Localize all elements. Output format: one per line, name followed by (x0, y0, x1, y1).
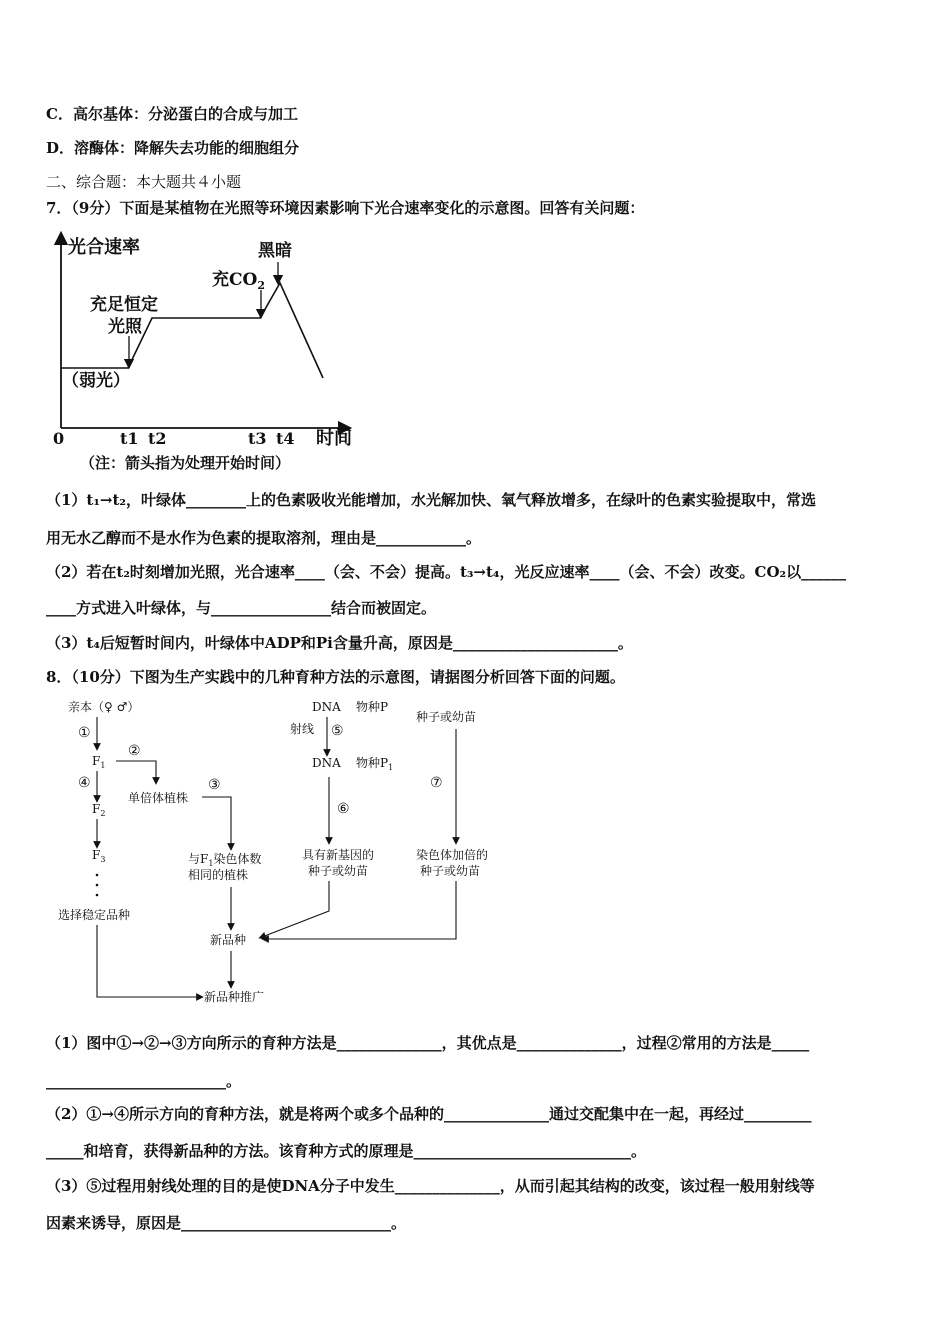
double-line1: 染色体加倍的 (416, 848, 489, 862)
co2-label: 充$CO_2$ (212, 270, 265, 292)
origin-label: 0 (53, 429, 65, 448)
circle-2: ② (128, 743, 141, 759)
q8-part2-a: （2）①→④所示方向的育种方法，就是将两个或多个品种的______________通过交配集中在一起，再经过_________ (46, 1105, 812, 1123)
select-label: 选择稳定品种 (58, 908, 131, 922)
circle-3: ③ (208, 777, 221, 793)
tick-t4: t4 (276, 429, 295, 448)
new-gene-line1: 具有新基因的 (302, 848, 375, 862)
haploid-label: 单倍体植株 (128, 791, 189, 805)
species-p-label: 物种P (356, 700, 389, 714)
option-c: C．高尔基体：分泌蛋白的合成与加工 (46, 105, 298, 123)
dna-label-1: DNA (312, 700, 341, 714)
weak-light-label: （弱光） (62, 371, 130, 391)
f1-label: $F_1$ (92, 754, 106, 770)
q8-part3-b: 因素来诱导，原因是____________________________。 (46, 1214, 407, 1232)
dna-label-2: DNA (312, 756, 341, 770)
radiation-label: 射线 (290, 722, 315, 736)
q8-part1-a: （1）图中①→②→③方向所示的育种方法是______________，其优点是______________，过程②常用的方法是_____ (46, 1034, 810, 1052)
q7-photosynthesis-chart (40, 228, 380, 478)
f3-label: $F_3$ (92, 848, 106, 864)
seed-label: 种子或幼苗 (416, 710, 477, 724)
promotion-label: 新品种推广 (204, 990, 265, 1004)
light-label-1: 充足恒定 (90, 295, 158, 315)
q8-stem: 8．（10分）下图为生产实践中的几种育种方法的示意图，请据图分析回答下面的问题。 (46, 668, 625, 686)
tick-t1: t1 (120, 429, 139, 448)
same-chrom-line1: 与$F_1$染色体数 (188, 852, 262, 868)
species-p1-label: 物种$P_1$ (356, 756, 394, 772)
q7-part1-a: （1）t₁→t₂，叶绿体________上的色素吸收光能增加，水光解加快、氧气释放增多，在绿叶的色素实验提取中，常选 (46, 491, 817, 509)
new-gene-line2: 种子或幼苗 (308, 864, 369, 878)
q7-stem: 7．（9分）下面是某植物在光照等环境因素影响下光合速率变化的示意图。回答有关问题： (46, 199, 645, 217)
q8-breeding-diagram (50, 695, 520, 1015)
circle-4: ④ (78, 775, 91, 791)
same-chrom-line2: 相同的植株 (188, 868, 249, 882)
circle-7: ⑦ (430, 775, 443, 791)
circle-6: ⑥ (337, 801, 350, 817)
x-axis-label: 时间 (316, 428, 352, 449)
light-label-2: 光照 (108, 317, 142, 337)
f2-label: $F_2$ (92, 802, 106, 818)
q8-part2-b: _____和培育，获得新品种的方法。该育种方式的原理是_____________________________。 (46, 1142, 647, 1160)
circle-5: ⑤ (331, 723, 344, 739)
tick-t3: t3 (248, 429, 267, 448)
q7-part2-a: （2）若在t₂时刻增加光照，光合速率____（会、不会）提高。t₃→t₄，光反应速率____（会、不会）改变。CO₂以______ (46, 563, 847, 581)
dark-label: 黑暗 (258, 241, 292, 261)
q7-part1-b: 用无水乙醇而不是水作为色素的提取溶剂，理由是____________。 (46, 529, 482, 547)
circle-1: ① (78, 725, 91, 741)
chart-note: （注：箭头指为处理开始时间） (80, 454, 291, 472)
q8-part3-a: （3）⑤过程用射线处理的目的是使DNA分子中发生______________，从而引起其结构的改变，该过程一般用射线等 (46, 1177, 815, 1195)
new-variety-label: 新品种 (210, 933, 247, 947)
q8-part1-b: ________________________。 (46, 1072, 242, 1090)
parents-label: 亲本（♀ ♂） (68, 700, 140, 714)
q7-part3: （3）t₄后短暂时间内，叶绿体中ADP和Pi含量升高，原因是______________________。 (46, 634, 633, 652)
option-d: D．溶酶体：降解失去功能的细胞组分 (46, 139, 300, 157)
q7-part2-b: ____方式进入叶绿体，与________________结合而被固定。 (46, 599, 437, 617)
section-heading: 二、综合题：本大题共４小题 (46, 173, 242, 191)
y-axis-label: 光合速率 (68, 237, 140, 258)
tick-t2: t2 (148, 429, 167, 448)
double-line2: 种子或幼苗 (420, 864, 481, 878)
